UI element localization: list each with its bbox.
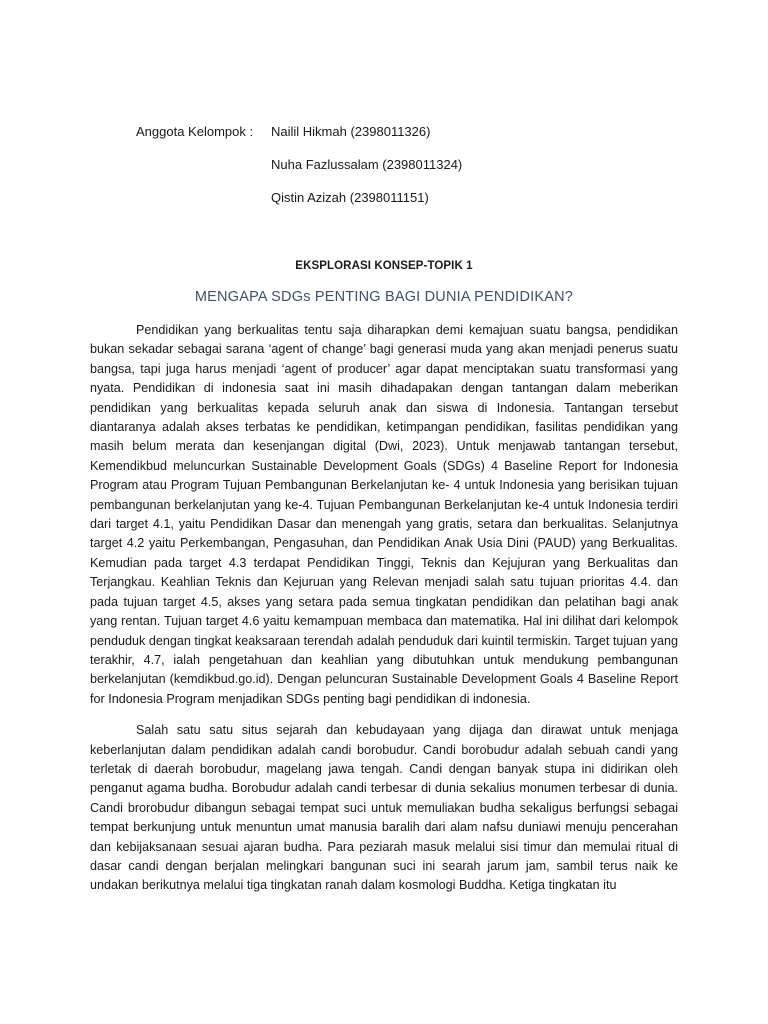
member-name: Nailil Hikmah (2398011326) [271, 124, 431, 139]
member-row [136, 190, 462, 223]
member-row [136, 124, 462, 157]
members-label-spacer [136, 157, 271, 190]
document-body [90, 321, 678, 896]
member-name: Qistin Azizah (2398011151) [271, 190, 429, 205]
document-title: MENGAPA SDGs PENTING BAGI DUNIA PENDIDIKAN? [194, 289, 574, 305]
member-name: Nuha Fazlussalam (2398011324) [271, 157, 463, 172]
members-label: Anggota Kelompok : [136, 124, 254, 139]
topic-heading: EKSPLORASI KONSEP-TOPIK 1 [295, 260, 473, 272]
body-paragraph: Salah satu satu situs sejarah dan kebudayaan yang dijaga dan dirawat untuk menjaga keberlanjutan dalam pendidikan adalah candi borobudur. Candi borobudur adalah sebuah candi yang terletak di daerah borobudur, magelang jawa tengah. Candi dengan banyak stupa ini didirikan oleh penganut agama budha. Borobudur adalah candi terbesar di dunia sekalius monumen terbesar di dunia. Candi brorobudur dibangun sebagai tempat suci untuk memuliakan budha sekaligus berfungsi sebagai tempat berkunjung untuk menuntun umat manusia baralih dari alam nafsu duniawi menuju pencerahan dan kebijaksanaan sesuai ajaran budha. Para peziarah masuk melalui sisi timur dan memulai ritual di dasar candi dengan berjalan melingkari bangunan suci ini searah jarum jam, sambil terus naik ke undakan berikutnya melalui tiga tingkatan ranah dalam kosmologi Buddha. Ketiga tingkatan itu [90, 723, 678, 893]
body-paragraph: Pendidikan yang berkualitas tentu saja diharapkan demi kemajuan suatu bangsa, pendidikan bukan sekadar sebagai sarana ‘agent of change’ bagi generasi muda yang akan menjadi penerus suatu bangsa, tapi juga harus menjadi ‘agent of producer’ agar dapat menciptakan suatu transformasi yang nyata. Pendidikan di indonesia saat ini masih dihadapakan dengan tantangan dalam meberikan pendidikan yang berkualitas kepada seluruh anak dan siswa di Indonesia. Tantangan tersebut diantaranya adalah akses terbatas ke pendidikan, ketimpangan pendidikan, fasilitas pendidikan yang masih belum merata dan kesenjangan digital (Dwi, 2023). Untuk menjawab tantangan tersebut, Kemendikbud meluncurkan Sustainable Development Goals (SDGs) 4 Baseline Report for Indonesia Program atau Program Tujuan Pembangunan Berkelanjutan ke- 4 untuk Indonesia yang berisikan tujuan pembangunan berkelanjutan yang ke-4. Tujuan Pembangunan Berkelanjutan ke-4 untuk Indonesia terdiri dari target 4.1, yaitu Pendidikan Dasar dan menengah yang gratis, setara dan berkualitas. Selanjutnya target 4.2 yaitu Perkembangan, Pengasuhan, dan Pendidikan Anak Usia Dini (PAUD) yang Berkualitas. Kemudian pada target 4.3 terdapat Pendidikan Tinggi, Teknis dan Kejujuran yang Berkualitas dan Terjangkau. Keahlian Teknis dan Kejuruan yang Relevan menjadi salah satu tujuan prioritas 4.4. dan pada tujuan target 4.5, akses yang setara pada semua tingkatan pendidikan dan pelatihan bagi anak yang rentan. Tujuan target 4.6 yaitu kemampuan membaca dan matematika. Hal ini dilihat dari kelompok penduduk dengan tingkat keaksaraan terendah adalah penduduk dari kuintil termiskin. Target tujuan yang terakhir, 4.7, ialah pengetahuan dan keahlian yang dibutuhkan untuk mendukung pembangunan berkelanjutan (kemdikbud.go.id). Dengan peluncuran Sustainable Development Goals 4 Baseline Report for Indonesia Program menjadikan SDGs penting bagi pendidikan di indonesia. [90, 323, 678, 706]
group-members [136, 124, 462, 223]
member-row [136, 157, 462, 190]
members-label-spacer [136, 190, 271, 223]
